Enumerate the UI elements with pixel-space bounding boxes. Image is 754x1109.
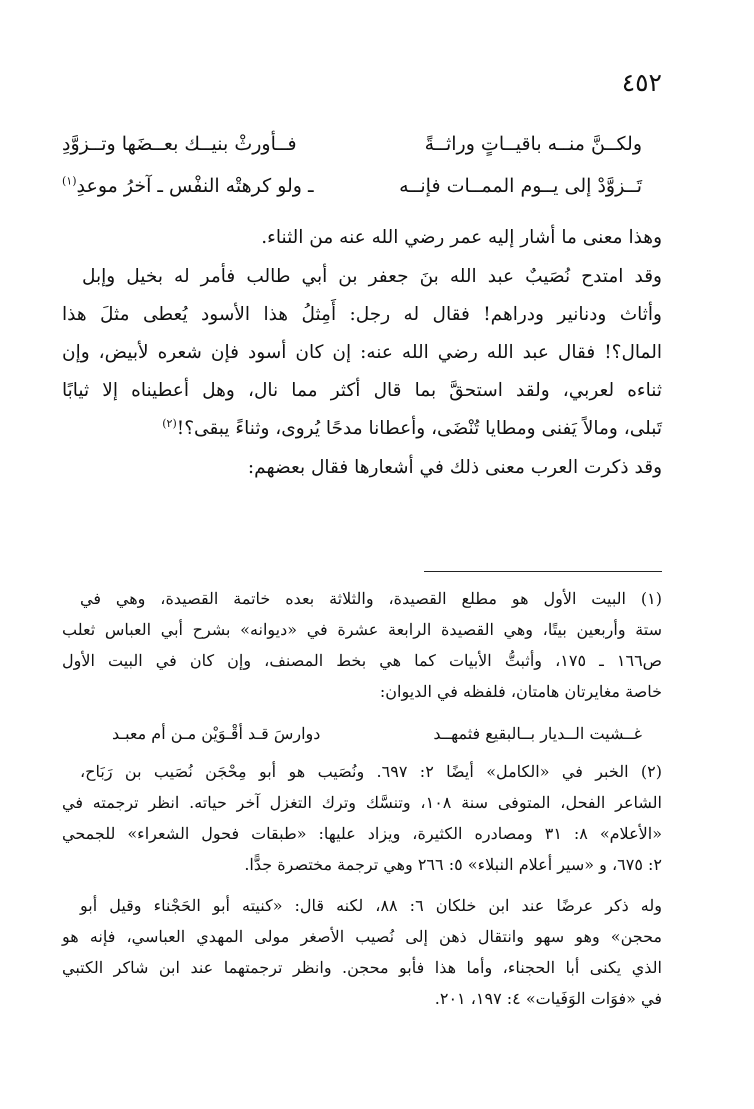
footnote-verse [62,719,662,749]
footnote-line: في «فوَات الوَفَيات» ٤: ١٩٧، ٢٠١. [434,989,662,1008]
footnote-line: «الأعلام» ٨: ٣١ ومصادره الكثيرة، ويزاد عليها: «طبقات فحول الشعراء» للجمحي [62,824,663,843]
verse-2-second-hemistich [62,168,314,204]
footnote-line: وله ذكر عرضًا عند ابن خلكان ٦: ٨٨، لكنه قال: «كنيته أبو الحَجْناء وقيل أبو [80,896,662,915]
footnote-line: ٢: ٦٧٥، و «سير أعلام النبلاء» ٥: ٢٦٦ وهي ترجمة مختصرة جدًّا. [244,855,662,874]
body-paragraph-line [62,412,662,446]
footnote-line: (٢) الخبر في «الكامل» أيضًا ٢: ٦٩٧. ونُصَيب هو أبو مِحْجَن نُصَيب بن رَبَاح، [80,762,663,781]
footnote-line: خاصة مغايرتان هامتان، فلفظه في الديوان: [379,682,662,701]
footnote-verse-first-hemistich: غــشيت الــديار بــالبقيع فثمهــد [433,724,642,743]
book-page [62,60,662,1050]
body-paragraph-line: وهذا معنى ما أشار إليه عمر رضي الله عنه من الثناء. [261,227,662,248]
verse-1-first-hemistich: ولكــنَّ منــه باقيــاتٍ وراثــةً [424,133,642,155]
footnote-line: ص١٦٦ ـ ١٧٥، وأثبتُّ الأبيات كما هي بخط المصنف، وإن كان في البيت الأول [62,651,663,670]
verse-line-2 [62,168,662,204]
verse-2-first-hemistich: تَــزوَّدْ إلى يــوم الممــات فإنــه [399,175,642,197]
verse-line-1 [62,126,662,162]
footnote-line: محجن» وهو سهو وانتقال ذهن إلى نُصيب الأصغر مولى المهدي العباسي، فإنه هو [62,927,662,946]
page-number: ٤٥٢ [621,68,662,97]
body-paragraph-line: وقد امتدح نُصَيبٌ عبد الله بنَ جعفر بن أبي طالب فأمر له بخيل وإبل [82,266,662,287]
body-paragraph-line: المال؟! فقال عبد الله رضي الله عنه: إن كان أسود فإن شعره لأبيض، وإن [62,342,662,363]
footnote-marker-1: (١) [62,174,77,188]
body-paragraph-line: ثناءه لعربي، ولقد استحقَّ بما قال أكثر مما نال، وهل أعطيناه إلا ثيابًا [62,380,662,401]
body-paragraph-line: وأثاث ودنانير ودراهم! فقال له رجل: أَمِثلُ هذا الأسود يُعطى مثلَ هذا [62,304,662,325]
footnote-marker-2: (٢) [162,416,177,430]
body-paragraph-line: وقد ذكرت العرب معنى ذلك في أشعارها فقال بعضهم: [247,457,662,478]
verse-1-second-hemistich: فــأورثْ بنيــك بعــضَها وتــزوَّدِ [62,133,297,155]
verse-2-second-text: ـ ولو كرهتْه النفْس ـ آخرُ موعدِ [76,175,314,197]
footnote-line: (١) البيت الأول هو مطلع القصيدة، والثلاثة بعده خاتمة القصيدة، وهي في [80,589,662,608]
footnote-line: الشاعر الفحل، المتوفى سنة ١٠٨، وتنسَّك وترك التغزل آخر حياته. انظر ترجمته في [62,793,663,812]
footnote-line: ستة وأربعين بيتًا، وهي القصيدة الرابعة عشرة في «ديوانه» بشرح أبي العباس ثعلب [62,620,662,639]
footnote-separator [424,571,662,572]
body-line-text: تَبلى، ومالاً يَفنى ومطايا تُنْضَى، وأعطانا مدحًا يُروى، وثناءً يبقى؟! [176,418,662,439]
footnote-verse-second-hemistich: دوارسَ قـد أقْـوَيْن مـن أم معبـد [112,724,321,743]
footnote-line: الذي يكنى أبا الحجناء، وأما هذا فأبو محجن. وانظر ترجمتهما عند ابن شاكر الكتبي [62,958,662,977]
